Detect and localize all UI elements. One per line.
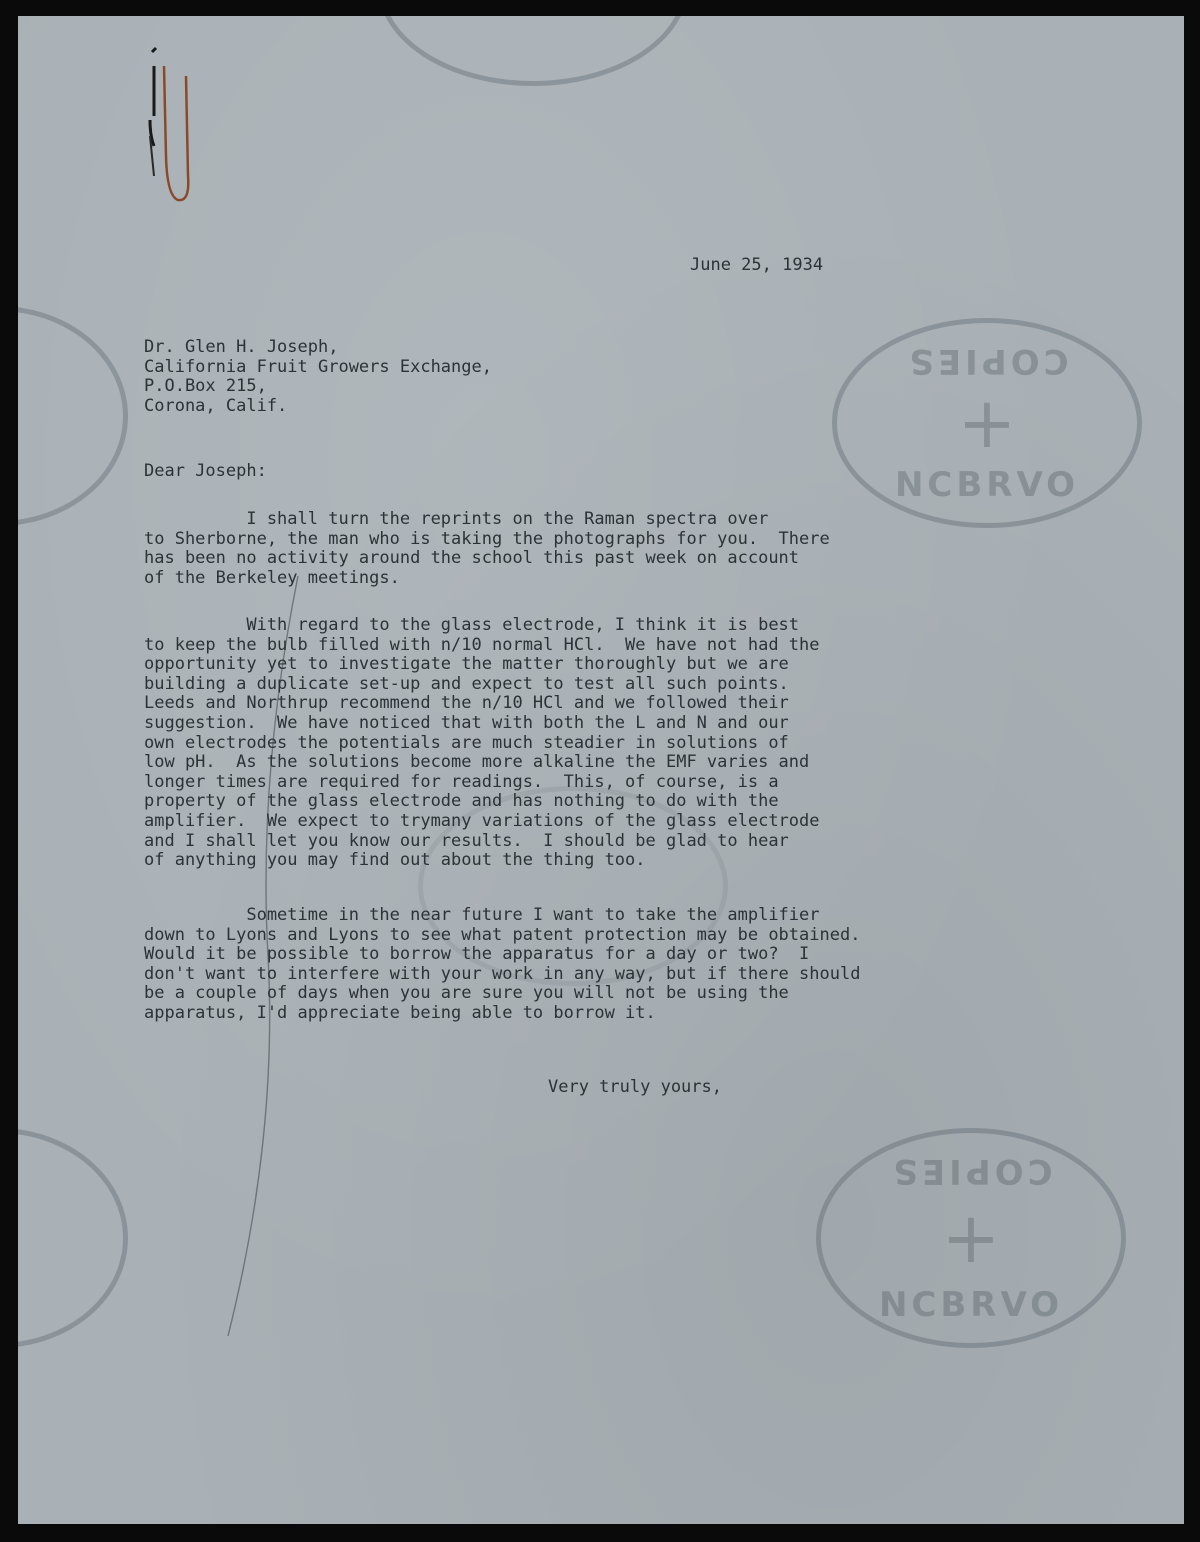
text-line: property of the glass electrode and has nothing to do with the (144, 791, 779, 812)
text-line: and I shall let you know our results. I should be glad to hear (144, 830, 789, 851)
text-line: apparatus, I'd appreciate being able to borrow it. (144, 1002, 656, 1023)
letter-date: June 25, 1934 (690, 255, 824, 275)
stamp-plus-icon: + (941, 1197, 1001, 1279)
stamp-bottom-text: NCBRVO (878, 1285, 1064, 1325)
text-line: be a couple of days when you are sure you will not be using the (144, 983, 789, 1004)
paragraph-3 (144, 906, 964, 1024)
text-line: Would it be possible to borrow the apparatus for a day or two? I (144, 944, 810, 965)
address-line: Dr. Glen H. Joseph, (144, 337, 339, 357)
stamp-top-text: COPIES (889, 1151, 1053, 1191)
stamp-bottom-text: NCBRVO (894, 465, 1080, 505)
letter-body (18, 16, 1184, 1524)
text-line: With regard to the glass electrode, I think it is best (144, 615, 800, 635)
stamp-plus-icon: + (957, 382, 1017, 464)
complimentary-close: Very truly yours, (548, 1077, 722, 1097)
text-line: own electrodes the potentials are much steadier in solutions of (144, 732, 789, 753)
stamp-top-text: COPIES (905, 341, 1069, 381)
text-line: Sometime in the near future I want to take the amplifier (144, 905, 820, 925)
text-line: longer times are required for readings. This, of course, is a (144, 771, 779, 792)
text-line: has been no activity around the school this past week on account (144, 548, 800, 569)
text-line: to Sherborne, the man who is taking the photographs for you. There (144, 528, 830, 549)
text-line: low pH. As the solutions become more alkaline the EMF varies and (144, 752, 810, 773)
text-line: opportunity yet to investigate the matter thoroughly but we are (144, 654, 789, 675)
letter-page (18, 16, 1184, 1524)
text-line: of anything you may find out about the thing too. (144, 850, 646, 871)
address-line: Corona, Calif. (144, 395, 288, 416)
recipient-address (144, 338, 492, 416)
address-line: P.O.Box 215, (144, 376, 267, 397)
text-line: I shall turn the reprints on the Raman spectra over (144, 509, 769, 529)
text-line: suggestion. We have noticed that with both the L and N and our (144, 712, 789, 733)
text-line: amplifier. We expect to trymany variations of the glass electrode (144, 810, 820, 831)
text-line: of the Berkeley meetings. (144, 567, 400, 588)
text-line: down to Lyons and Lyons to see what patent protection may be obtained. (144, 924, 861, 945)
salutation: Dear Joseph: (144, 461, 267, 481)
text-line: to keep the bulb filled with n/10 normal HCl. We have not had the (144, 634, 820, 655)
paragraph-1 (144, 510, 964, 588)
address-line: California Fruit Growers Exchange, (144, 356, 492, 377)
text-line: Leeds and Northrup recommend the n/10 HCl and we followed their (144, 693, 789, 714)
text-line: building a duplicate set-up and expect to test all such points. (144, 673, 789, 694)
paragraph-2 (144, 616, 964, 871)
text-line: don't want to interfere with your work in any way, but if there should (144, 963, 861, 984)
